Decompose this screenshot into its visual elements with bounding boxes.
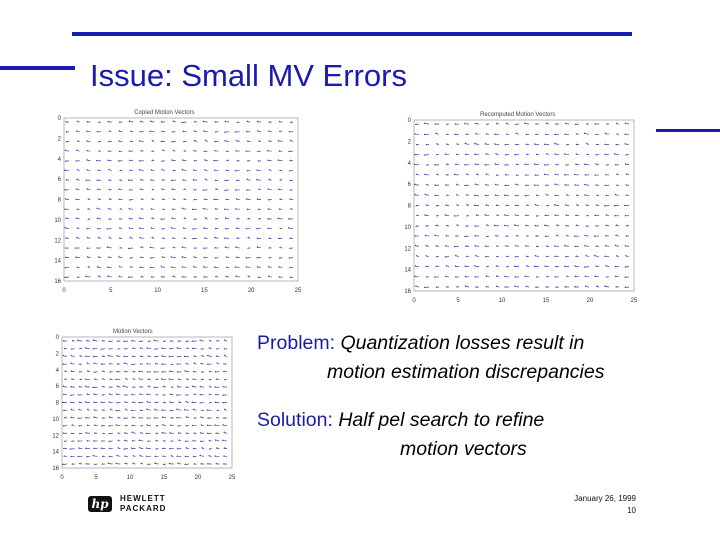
y-tick-label: 2 <box>55 351 59 358</box>
x-tick-label: 0 <box>60 475 64 481</box>
y-tick-label: 12 <box>54 238 61 245</box>
y-tick-label: 8 <box>407 203 411 210</box>
y-tick-label: 14 <box>54 258 61 265</box>
slide-footer <box>574 493 636 517</box>
y-tick-label: 10 <box>52 416 59 423</box>
top-rule <box>72 32 632 36</box>
problem-line <box>257 329 604 358</box>
y-tick-label: 0 <box>55 335 59 341</box>
x-tick-label: 25 <box>228 475 236 481</box>
footer-page-number: 10 <box>627 506 636 515</box>
x-tick-label: 5 <box>94 475 98 481</box>
x-tick-label: 10 <box>126 475 134 481</box>
hp-logo-line2: PACKARD <box>120 504 167 513</box>
x-tick-label: 10 <box>154 288 161 294</box>
right-rule <box>656 129 720 132</box>
y-tick-label: 0 <box>407 118 411 124</box>
solution-block <box>257 406 544 464</box>
plot-title: Copied Motion Vectors <box>134 110 195 116</box>
x-tick-label: 15 <box>160 475 168 481</box>
y-tick-label: 6 <box>57 177 61 184</box>
x-tick-label: 20 <box>247 288 255 294</box>
problem-continuation: motion estimation discrepancies <box>327 361 605 383</box>
x-tick-label: 0 <box>62 288 66 294</box>
solution-label: Solution: <box>257 409 333 431</box>
plot-title: Motion Vectors <box>113 329 153 335</box>
copied-motion-vectors-plot <box>52 108 302 295</box>
left-rule <box>0 66 75 70</box>
solution-line <box>257 406 544 435</box>
y-tick-label: 4 <box>407 160 411 167</box>
small-motion-vectors-plot <box>50 327 236 482</box>
y-tick-label: 16 <box>52 466 59 472</box>
recomputed-motion-vectors-plot <box>402 110 638 305</box>
x-tick-label: 5 <box>456 298 460 304</box>
y-tick-label: 6 <box>407 182 411 189</box>
problem-block <box>257 329 604 387</box>
y-tick-label: 2 <box>57 136 61 143</box>
x-tick-label: 15 <box>201 288 208 294</box>
hp-logo <box>88 494 166 514</box>
x-tick-label: 5 <box>109 288 113 294</box>
x-tick-label: 0 <box>412 298 416 304</box>
problem-text: Quantization losses result in <box>340 332 585 354</box>
slide-title: Issue: Small MV Errors <box>90 58 407 93</box>
solution-text: Half pel search to refine <box>338 409 545 431</box>
y-tick-label: 10 <box>404 224 411 231</box>
y-tick-label: 4 <box>55 367 59 374</box>
vector-field <box>64 120 293 277</box>
x-tick-label: 20 <box>586 298 594 304</box>
y-tick-label: 10 <box>54 217 61 224</box>
y-tick-label: 0 <box>57 116 61 122</box>
x-tick-label: 15 <box>542 298 550 304</box>
y-tick-label: 4 <box>57 156 61 163</box>
vector-field <box>414 122 629 287</box>
x-tick-label: 10 <box>498 298 506 304</box>
footer-date: January 26, 1999 <box>574 494 636 503</box>
x-tick-label: 20 <box>194 475 202 481</box>
x-tick-label: 25 <box>294 288 302 294</box>
y-tick-label: 6 <box>55 384 59 391</box>
problem-label: Problem: <box>257 332 336 354</box>
hp-logo-mark: hp <box>88 496 112 512</box>
y-tick-label: 16 <box>54 279 61 285</box>
y-tick-label: 16 <box>404 289 411 295</box>
x-tick-label: 25 <box>630 298 638 304</box>
y-tick-label: 14 <box>404 267 411 274</box>
y-tick-label: 2 <box>407 139 411 146</box>
hp-logo-line1: HEWLETT <box>120 494 166 503</box>
vector-field <box>62 339 227 464</box>
y-tick-label: 12 <box>404 246 411 253</box>
solution-continuation: motion vectors <box>400 438 527 460</box>
y-tick-label: 8 <box>55 400 59 407</box>
hp-logo-text <box>120 494 166 514</box>
y-tick-label: 8 <box>57 197 61 204</box>
plot-title: Recomputed Motion Vectors <box>480 112 556 118</box>
y-tick-label: 14 <box>52 449 59 456</box>
y-tick-label: 12 <box>52 433 59 440</box>
